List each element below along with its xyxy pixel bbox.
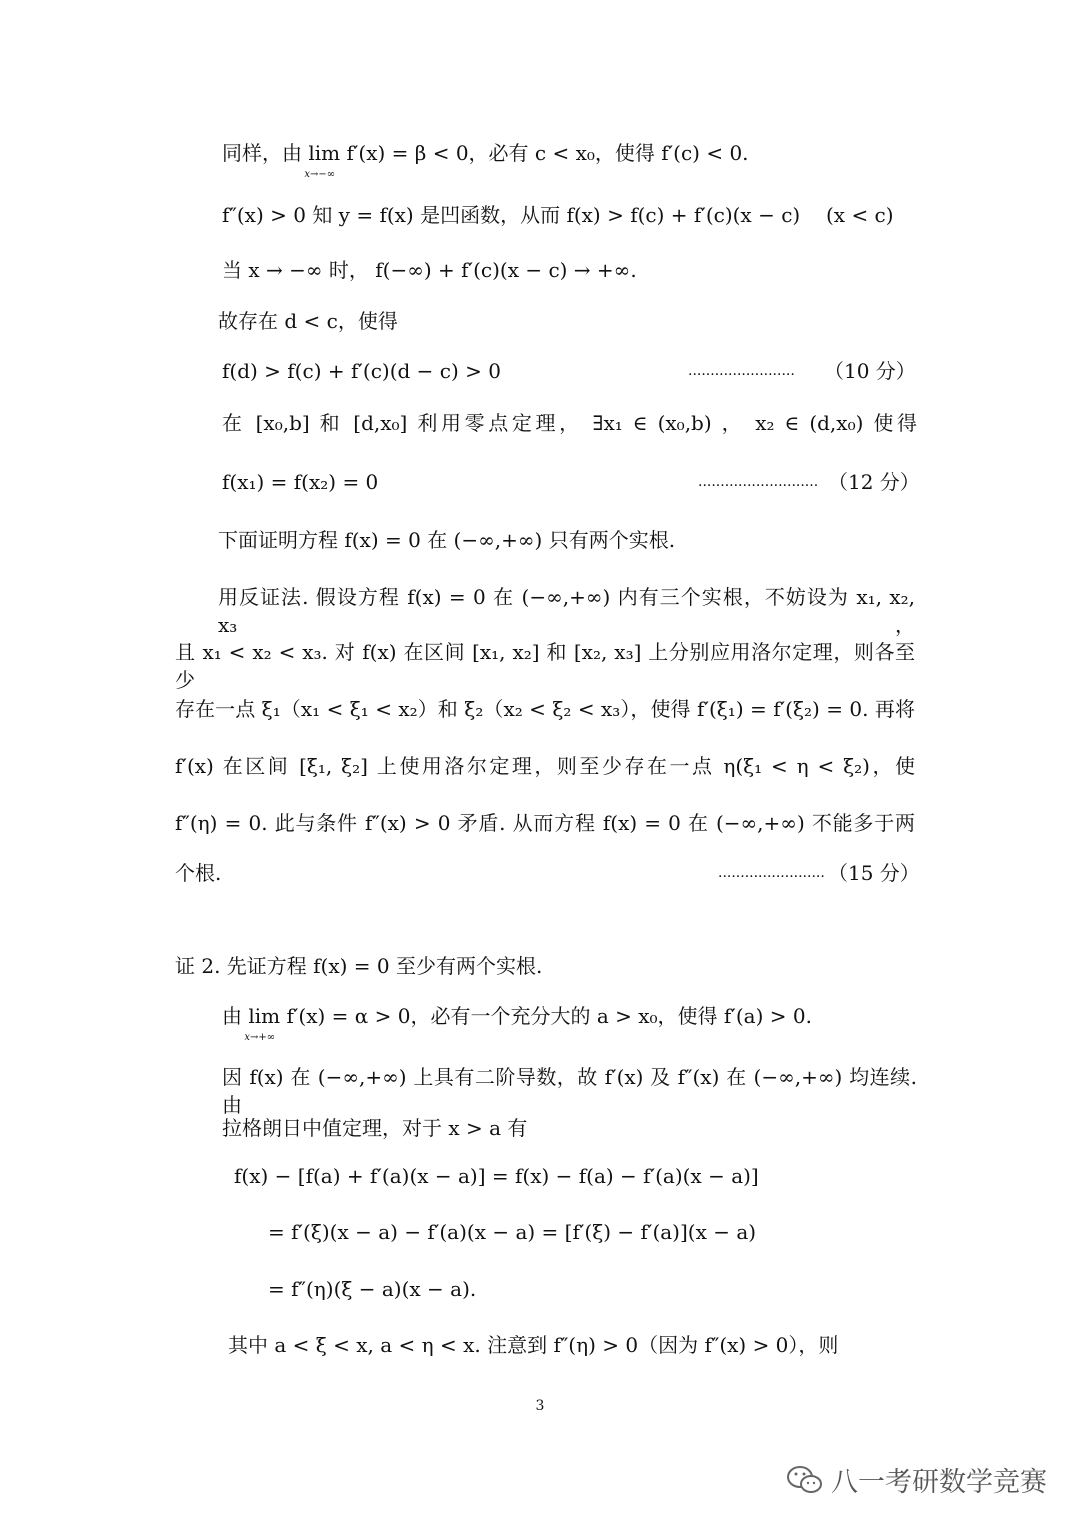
text: f′(x) = β < 0，必有 c < x₀，使得 f′(c) < 0.: [340, 141, 749, 165]
watermark-text: 八一考研数学竞赛: [831, 1467, 1047, 1498]
text: 同样，由: [222, 141, 309, 165]
text-line: 拉格朗日中值定理，对于 x > a 有: [222, 1116, 528, 1140]
section-heading: 证 2. 先证方程 f(x) = 0 至少有两个实根.: [175, 954, 543, 978]
lim-label: lim: [248, 1004, 281, 1028]
watermark: [785, 1460, 1047, 1499]
leader-dots: ........................: [688, 363, 795, 379]
wechat-icon: [785, 1464, 825, 1496]
text-line: 用反证法. 假设方程 f(x) = 0 在 (−∞,+∞) 内有三个实根，不妨设为 x₁, x₂, x₃，: [218, 585, 915, 637]
text-line: 下面证明方程 f(x) = 0 在 (−∞,+∞) 只有两个实根.: [218, 528, 676, 552]
lim-subscript: x→−∞: [304, 169, 336, 180]
leader-dots: ........................: [718, 865, 825, 881]
leader-dots: ...........................: [698, 474, 819, 490]
text-line: [222, 139, 749, 180]
lim-label: lim: [308, 141, 341, 165]
text: f″(x) > 0 知 y = f(x) 是凹函数，从而 f(x) > f(c) + f′(c)(x − c): [222, 203, 801, 227]
equation-line: f(x) − [f(a) + f′(a)(x − a)] = f(x) − f(a) − f′(a)(x − a)]: [234, 1164, 759, 1188]
condition: (x < c): [826, 203, 894, 227]
limit-operator: [244, 1002, 281, 1043]
limit-operator: [304, 139, 341, 180]
text-line: 因 f(x) 在 (−∞,+∞) 上具有二阶导数，故 f′(x) 及 f″(x) 在 (−∞,+∞) 均连续. 由: [222, 1065, 917, 1117]
equation-line: = f′(ξ)(x − a) − f′(a)(x − a) = [f′(ξ) − f′(a)](x − a): [268, 1220, 757, 1244]
text-line: 且 x₁ < x₂ < x₃. 对 f(x) 在区间 [x₁, x₂] 和 [x₂, x₃] 上分别应用洛尔定理，则各至少: [175, 640, 915, 692]
text-line: 存在一点 ξ₁（x₁ < ξ₁ < x₂）和 ξ₂（x₂ < ξ₂ < x₃），使得 f′(ξ₁) = f′(ξ₂) = 0. 再将: [175, 697, 915, 721]
text: f′(x) = α > 0，必有一个充分大的 a > x₀，使得 f′(a) > 0.: [280, 1004, 812, 1028]
text-line: 当 x → −∞ 时， f(−∞) + f′(c)(x − c) → +∞.: [222, 258, 637, 282]
text-line: [222, 1002, 812, 1043]
score-label: （10 分）: [824, 359, 916, 383]
text-line: [222, 201, 800, 229]
text-line: 其中 a < ξ < x, a < η < x. 注意到 f″(η) > 0（因为 f″(x) > 0），则: [228, 1333, 839, 1357]
equation-line: = f″(η)(ξ − a)(x − a).: [268, 1277, 477, 1301]
lim-subscript: x→+∞: [244, 1032, 276, 1043]
text-line: f′(x) 在区间 [ξ₁, ξ₂] 上使用洛尔定理，则至少存在一点 η(ξ₁ < η < ξ₂)，使: [175, 754, 915, 778]
text-line: 个根.: [175, 861, 222, 885]
equation-line: f(d) > f(c) + f′(c)(d − c) > 0: [222, 359, 501, 383]
page-number: 3: [535, 1398, 545, 1414]
text: 由: [222, 1004, 249, 1028]
text-line: f″(η) = 0. 此与条件 f″(x) > 0 矛盾. 从而方程 f(x) = 0 在 (−∞,+∞) 不能多于两: [175, 811, 915, 835]
equation-line: f(x₁) = f(x₂) = 0: [222, 470, 379, 494]
text-line: 在 [x₀,b] 和 [d,x₀] 利用零点定理， ∃x₁ ∈ (x₀,b) ， x₂ ∈ (d,x₀) 使得: [222, 411, 917, 435]
text-line: 故存在 d < c，使得: [218, 309, 398, 333]
score-label: （15 分）: [828, 861, 920, 885]
score-label: （12 分）: [828, 470, 920, 494]
